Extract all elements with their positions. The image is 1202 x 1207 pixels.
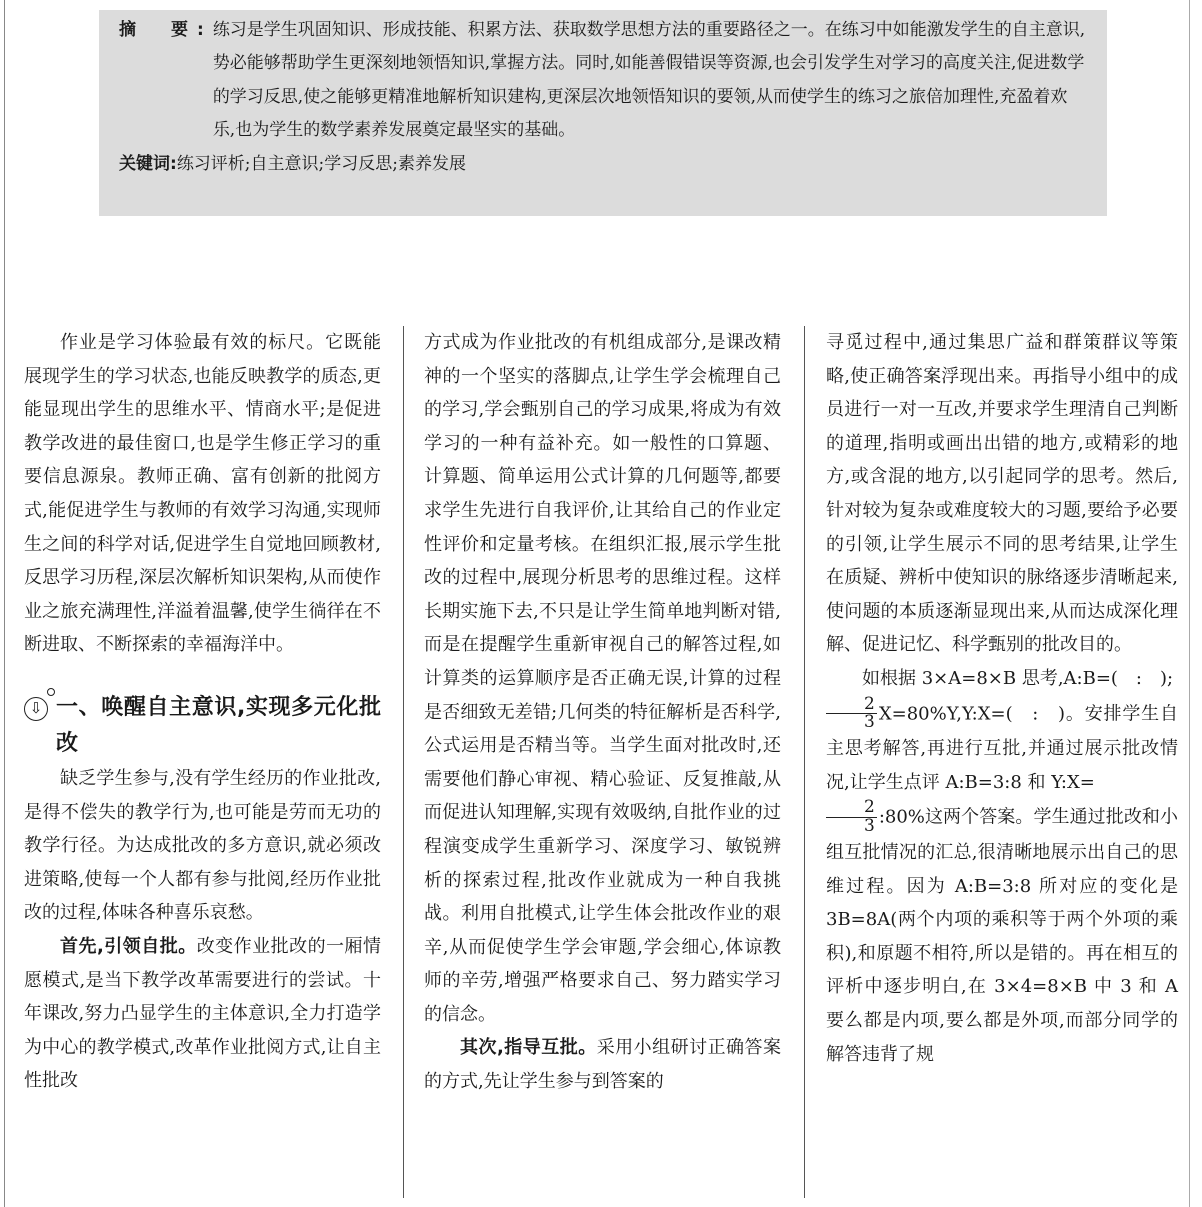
- math-paragraph: [826, 662, 1178, 1071]
- intro-paragraph: 作业是学习体验最有效的标尺。它既能展现学生的学习状态,也能反映教学的质态,更能显现出学生的思维水平、情商水平;是促进教学改进的最佳窗口,也是学生修正学习的重要信息源泉。教师正确、富有创新的批阅方式,能促进学生与教师的有效学习沟通,实现师生之间的科学对话,促进学生自觉地回顾教材,反思学习历程,深层次解析知识架构,从而使作业之旅充满理性,洋溢着温馨,使学生徜徉在不断进取、不断探索的幸福海洋中。: [24, 332, 381, 656]
- math-text: X=80%Y,Y:X=( : )。安排学生自主思考解答,再进行互批,并通过展示批改情况,让学生点评 A:B=3:8 和 Y:X=: [826, 702, 1178, 793]
- spacer: [24, 662, 381, 690]
- body-paragraph: 缺乏学生参与,没有学生经历的作业批改,是得不偿失的教学行为,也可能是劳而无功的教学行径。为达成批改的多方意识,就必须改进策略,使每一个人都有参与批阅,经历作业批改的过程,体味各种喜乐哀愁。: [24, 767, 381, 924]
- body-paragraph: [424, 1031, 781, 1098]
- abstract-box: [99, 10, 1107, 216]
- keywords-text: 练习评析;自主意识;学习反思;素养发展: [176, 153, 466, 174]
- fraction-numerator: 2: [826, 696, 877, 715]
- math-text: 如根据 3×A=8×B 思考,A:B=( : );: [862, 667, 1174, 689]
- down-arrow-icon: ⇩: [24, 697, 48, 721]
- abstract-row: [119, 14, 1089, 148]
- fraction: [826, 693, 877, 733]
- column-1: [24, 326, 381, 1098]
- column-3: [826, 326, 1178, 1071]
- abstract-label: 摘 要:: [119, 20, 213, 40]
- paragraph-text: 采用小组研讨正确答案的方式,先让学生参与到答案的: [424, 1037, 782, 1093]
- column-divider: [804, 326, 805, 1198]
- body-paragraph: 方式成为作业批改的有机组成部分,是课改精神的一个坚实的落脚点,让学生学会梳理自己的学习,学会甄别自己的学习成果,将成为有效学习的一种有益补充。如一般性的口算题、计算题、简单运用公式计算的几何题等,都要求学生先进行自我评价,让其给自己的作业定性评价和定量考核。在组织汇报,展示学生批改的过程中,展现分析思考的思维过程。这样长期实施下去,不只是让学生简单地判断对错,而是在提醒学生重新审视自己的解答过程,如计算类的运算顺序是否正确无误,计算的过程是否细致无差错;几何类的特征解析是否科学,公式运用是否精当等。当学生面对批改时,还需要他们静心审视、精心验证、反复推敲,从而促进认知理解,实现有效吸纳,自批作业的过程演变成学生重新学习、深度学习、敏锐辨析的探索过程,批改作业就成为一种自我挑战。利用自批模式,让学生体会批改作业的艰辛,从而促使学生学会审题,学会细心,体谅教师的辛劳,增强严格要求自己、努力踏实学习的信念。: [424, 332, 781, 1025]
- section-heading: [24, 690, 381, 762]
- body-paragraph: [24, 930, 381, 1098]
- paragraph-lead: 其次,指导互批。: [460, 1037, 597, 1059]
- page-edge-left: [4, 0, 5, 1207]
- keywords-row: [119, 148, 1089, 181]
- abstract-text: 练习是学生巩固知识、形成技能、积累方法、获取数学思想方法的重要路径之一。在练习中如能激发学生的自主意识,势必能够帮助学生更深刻地领悟知识,掌握方法。同时,如能善假错误等资源,也会引发学生对学习的高度关注,促进数学的学习反思,使之能够更精准地解析知识建构,更深层次地领悟知识的要领,从而使学生的练习之旅倍加理性,充盈着欢乐,也为学生的数学素养发展奠定最坚实的基础。: [212, 20, 1086, 141]
- page-edge-right: [1189, 0, 1190, 1207]
- fraction-numerator: 2: [826, 799, 877, 818]
- fraction-denominator: 3: [864, 712, 875, 733]
- keywords-label: 关键词:: [119, 153, 177, 174]
- body-paragraph: 寻觅过程中,通过集思广益和群策群议等策略,使正确答案浮现出来。再指导小组中的成员进行一对一互改,并要求学生理清自己判断的道理,指明或画出出错的地方,或精彩的地方,或含混的地方,以引起同学的思考。然后,针对较为复杂或难度较大的习题,要给予必要的引领,让学生展示不同的思考结果,让学生在质疑、辨析中使知识的脉络逐步清晰起来,使问题的本质逐渐显现出来,从而达成深化理解、促进记忆、科学甄别的批改目的。: [826, 332, 1178, 656]
- math-text: :80%这两个答案。学生通过批改和小组互批情况的汇总,很清晰地展示出自己的思维过程。因为 A:B=3:8 所对应的变化是 3B=8A(两个内项的乘积等于两个外项的乘积),和原题不相符,所以是错的。再在相互的评析中逐步明白,在 3×4=8×B 中 3 和 A 要么都是内项,要么都是外项,而部分同学的解答违背了规: [826, 806, 1178, 1065]
- paragraph-text: 改变作业批改的一厢情愿模式,是当下教学改革需要进行的尝试。十年课改,努力凸显学生的主体意识,全力打造学为中心的教学模式,改革作业批阅方式,让自主性批改: [24, 935, 382, 1092]
- dot-icon: [47, 688, 55, 696]
- fraction-denominator: 3: [864, 816, 875, 837]
- fraction: [826, 799, 877, 836]
- column-divider: [403, 326, 404, 1198]
- section-title: 一、唤醒自主意识,实现多元化批改: [56, 694, 381, 756]
- column-2: [424, 326, 781, 1099]
- paragraph-lead: 首先,引领自批。: [60, 935, 197, 957]
